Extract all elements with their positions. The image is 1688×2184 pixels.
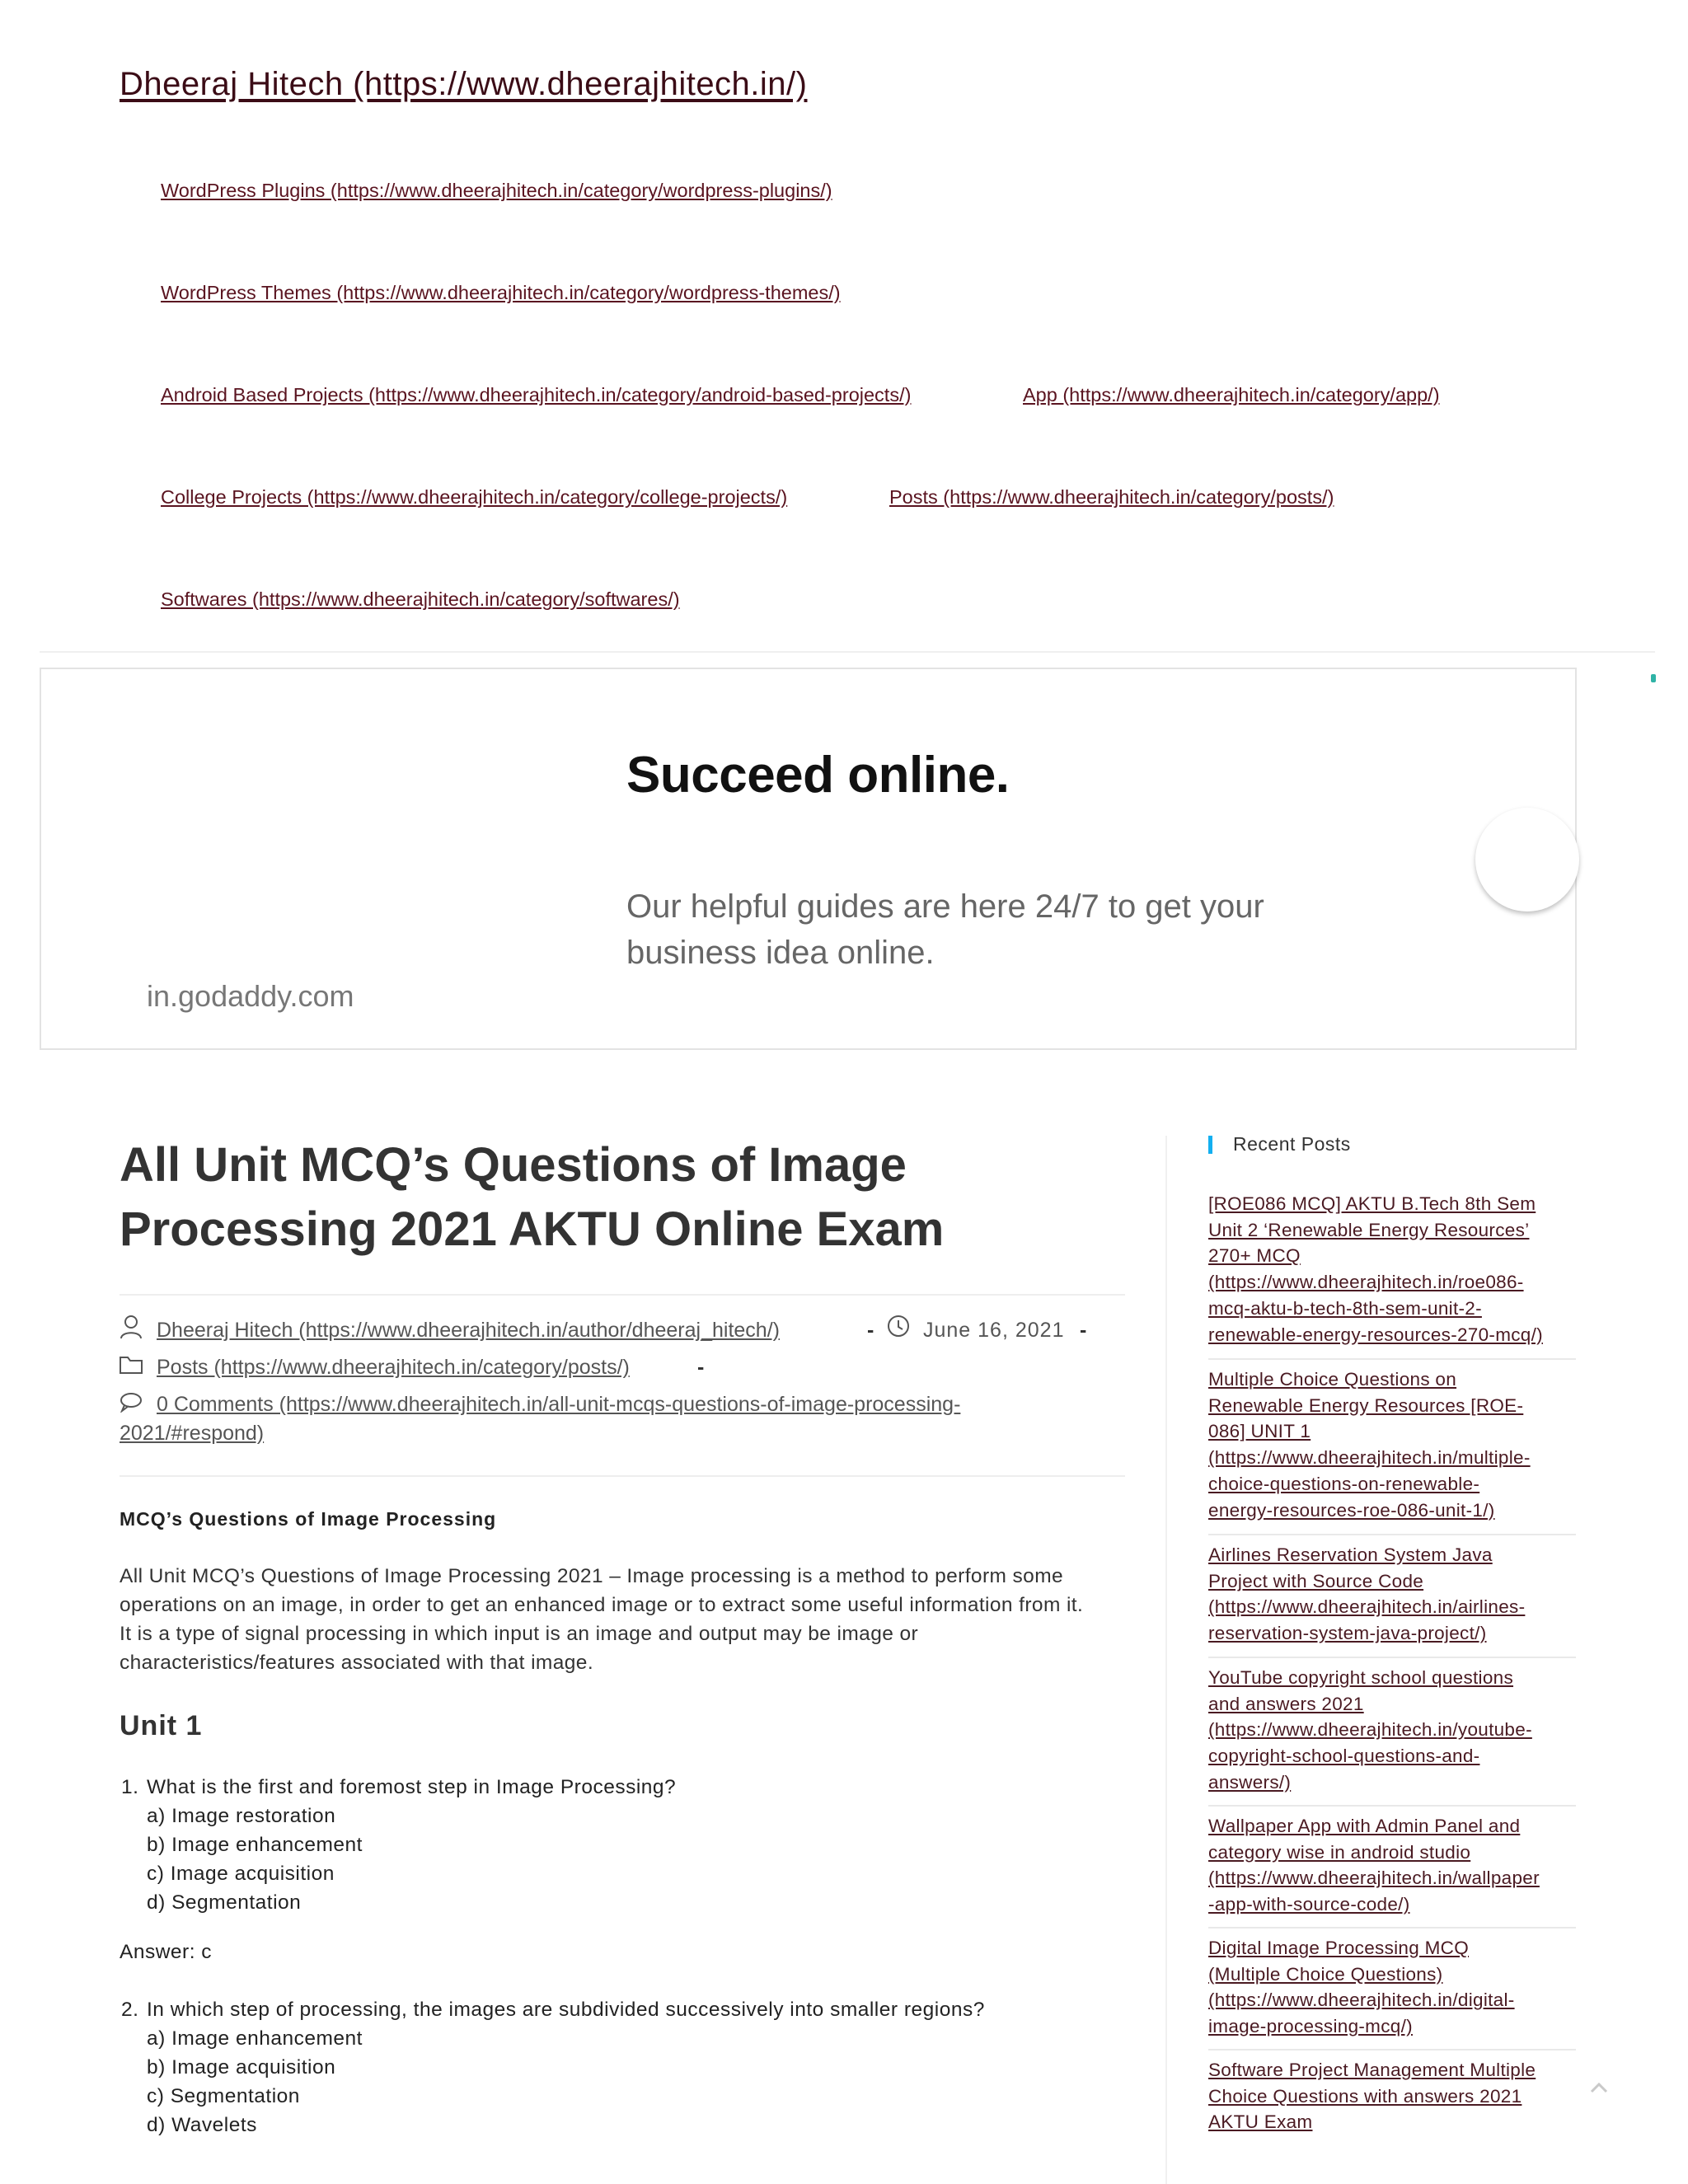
meta-separator: - <box>1080 1319 1087 1342</box>
meta-divider <box>120 1475 1125 1477</box>
content-subheading: MCQ’s Questions of Image Processing <box>120 1508 497 1530</box>
author-icon <box>120 1315 143 1339</box>
answer-text: Answer: c <box>120 1941 213 1963</box>
nav-link-wordpress-plugins[interactable]: WordPress Plugins (https://www.dheerajhitech.in/category/wordpress-plugins/) <box>161 180 832 201</box>
scroll-to-top-icon[interactable] <box>1589 2081 1609 2094</box>
recent-post-link[interactable]: Software Project Management Multiple Choice Questions with answers 2021 AKTU Exam <box>1208 2060 1536 2133</box>
question-text: What is the first and foremost step in Image Processing? <box>147 1776 677 1798</box>
recent-post-divider <box>1208 1927 1576 1929</box>
option-item: b) Image acquisition <box>147 2056 336 2079</box>
question-number: 1. <box>121 1776 139 1798</box>
folder-icon <box>119 1355 143 1375</box>
ad-open-button[interactable] <box>1475 808 1579 912</box>
nav-link-college-projects[interactable]: College Projects (https://www.dheerajhitech.in/category/college-projects/) <box>161 486 788 508</box>
recent-post-divider <box>1208 1358 1576 1360</box>
nav-link-posts[interactable]: Posts (https://www.dheerajhitech.in/category/posts/) <box>889 486 1334 508</box>
sidebar-divider <box>1165 1136 1167 2184</box>
recent-post-link[interactable]: Wallpaper App with Admin Panel and category wise in android studio (https://www.dheerajhitech.in/wallpaper -app-with-source-code/) <box>1208 1816 1540 1915</box>
intro-paragraph: All Unit MCQ’s Questions of Image Processing 2021 – Image processing is a method to perform some operations on an image, in order to get an enhanced image or to extract some useful information from it. It is a type of signal processing in which input is an image and output may be image or characteristics/features associated with that image. <box>120 1565 1084 1674</box>
ad-body-text: Our helpful guides are here 24/7 to get your business idea online. <box>626 888 1264 971</box>
nav-link-app[interactable]: App (https://www.dheerajhitech.in/category/app/) <box>1023 384 1440 405</box>
header-divider <box>40 651 1655 653</box>
recent-post-divider <box>1208 1657 1576 1658</box>
nav-link-android-projects[interactable]: Android Based Projects (https://www.dheerajhitech.in/category/android-based-projects/) <box>161 384 912 405</box>
recent-post-divider <box>1208 1805 1576 1807</box>
option-item: b) Image enhancement <box>147 1834 363 1856</box>
meta-separator: - <box>697 1356 705 1379</box>
ad-headline[interactable]: Succeed online. <box>626 747 1010 804</box>
option-item: a) Image restoration <box>147 1805 336 1827</box>
ad-domain[interactable]: in.godaddy.com <box>147 979 354 1013</box>
nav-link-wordpress-themes[interactable]: WordPress Themes (https://www.dheerajhitech.in/category/wordpress-themes/) <box>161 282 841 303</box>
title-divider <box>120 1294 1125 1296</box>
nav-link-softwares[interactable]: Softwares (https://www.dheerajhitech.in/category/softwares/) <box>161 588 680 610</box>
option-item: d) Segmentation <box>147 1891 302 1914</box>
widget-title-accent <box>1208 1136 1212 1154</box>
post-category-link[interactable]: Posts (https://www.dheerajhitech.in/category/posts/) <box>157 1356 630 1379</box>
post-date: June 16, 2021 <box>923 1319 1065 1342</box>
site-title-link[interactable]: Dheeraj Hitech (https://www.dheerajhitech.in/) <box>120 66 808 102</box>
question-text: In which step of processing, the images are subdivided successively into smaller regions? <box>147 1999 985 2021</box>
post-comments-link-continued[interactable]: 2021/#respond) <box>120 1422 265 1445</box>
option-item: a) Image enhancement <box>147 2027 363 2050</box>
ad-choices-icon[interactable] <box>1651 674 1656 682</box>
recent-post-divider <box>1208 1534 1576 1535</box>
recent-post-link[interactable]: Airlines Reservation System Java Project with Source Code (https://www.dheerajhitech.in/airlines- reservation-system-java-project/) <box>1208 1544 1526 1644</box>
recent-post-link[interactable]: YouTube copyright school questions and answers 2021 (https://www.dheerajhitech.in/youtube- copyright-school-questions-and- answers/) <box>1208 1667 1532 1793</box>
comment-icon <box>119 1391 143 1413</box>
post-title: All Unit MCQ’s Questions of Image Processing 2021 AKTU Online Exam <box>120 1138 945 1256</box>
post-comments-link[interactable]: 0 Comments (https://www.dheerajhitech.in/all-unit-mcqs-questions-of-image-processing- <box>157 1393 961 1416</box>
recent-post-link[interactable]: Digital Image Processing MCQ (Multiple Choice Questions) (https://www.dheerajhitech.in/digital- image-processing-mcq/) <box>1208 1938 1515 2037</box>
option-item: c) Image acquisition <box>147 1863 335 1885</box>
meta-separator: - <box>867 1319 874 1342</box>
recent-posts-title: Recent Posts <box>1233 1133 1351 1155</box>
recent-post-link[interactable]: [ROE086 MCQ] AKTU B.Tech 8th Sem Unit 2 ‘Renewable Energy Resources’ 270+ MCQ (https://www.dheerajhitech.in/roe086- mcq-aktu-b-tech-8th-sem-unit-2- renewable-energy-resources-270-mcq/) <box>1208 1193 1543 1345</box>
post-author-link[interactable]: Dheeraj Hitech (https://www.dheerajhitech.in/author/dheeraj_hitech/) <box>157 1319 780 1342</box>
option-item: c) Segmentation <box>147 2085 300 2107</box>
unit-heading: Unit 1 <box>120 1710 203 1741</box>
recent-post-divider <box>1208 2049 1576 2050</box>
question-number: 2. <box>121 1999 139 2021</box>
option-item: d) Wavelets <box>147 2114 257 2136</box>
clock-icon <box>886 1314 911 1338</box>
recent-post-link[interactable]: Multiple Choice Questions on Renewable Energy Resources [ROE- 086] UNIT 1 (https://www.dheerajhitech.in/multiple- choice-questions-on-renewable- energy-resources-roe-086-unit-1/) <box>1208 1369 1531 1521</box>
